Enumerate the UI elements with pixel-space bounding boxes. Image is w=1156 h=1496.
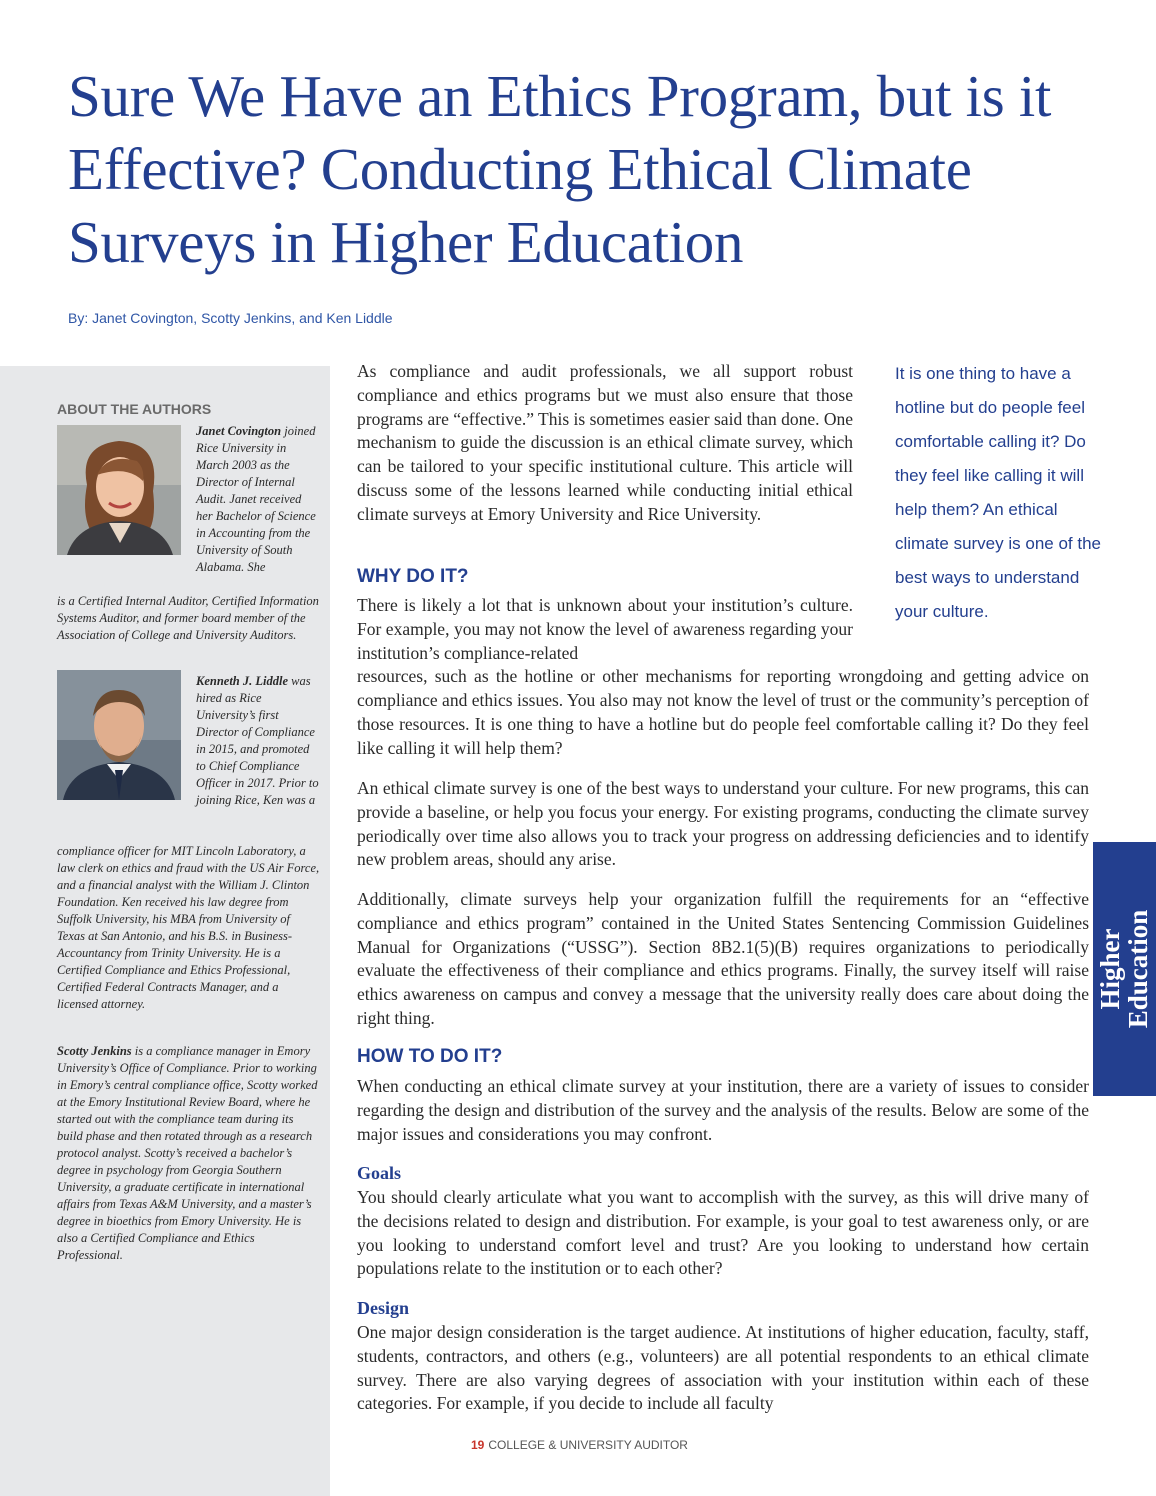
author-photo-janet-covington: [57, 425, 181, 555]
pull-quote: It is one thing to have a hotline but do people feel comfortable calling it? Do they feel like calling it will help them? An ethical climate survey is one of the best ways to understand your culture.: [895, 364, 1101, 621]
bio-text-janet-covington-a: joined Rice University in March 2003 as the Director of Internal Audit. Janet received her Bachelor of Science in Accounting from the University of South Alabama. She: [196, 424, 316, 574]
why-paragraph-1-narrow: There is likely a lot that is unknown about your institution’s culture. For example, you may not know the level of awareness regarding your institution’s compliance-related: [357, 595, 853, 663]
why-paragraph-2: An ethical climate survey is one of the best ways to understand your culture. For new programs, this can provide a baseline, or help you focus your energy. For existing programs, conducting the climate survey periodically over time also allows you to track your progress on addressing deficiencies and to identify new problem areas, should any arise.: [357, 778, 1089, 870]
bio-kenneth-liddle-top: [196, 673, 320, 809]
goals-paragraph: You should clearly articulate what you want to accomplish with the survey, as this will drive many of the decisions related to design and distribution. For example, is your goal to test awareness only, or are you looking to understand comfort level and trust? Are you looking to understand how certain populations relate to the institution or to each other?: [357, 1187, 1089, 1279]
design-paragraph: One major design consideration is the target audience. At institutions of higher education, faculty, staff, students, contractors, and others (e.g., volunteers) are all potential respondents to an ethical climate survey. There are also varying degrees of association with your institution within each of these categories. For example, if you decide to include all faculty: [357, 1322, 1089, 1414]
author-photo-kenneth-liddle: [57, 670, 181, 800]
page-number: 19: [471, 1438, 485, 1452]
section-tab-label: Higher Education: [1095, 909, 1153, 1029]
why-paragraph-1: [357, 594, 1089, 761]
bio-janet-covington-top: [196, 423, 320, 576]
byline: By: Janet Covington, Scotty Jenkins, and Ken Liddle: [68, 310, 393, 326]
how-heading: HOW TO DO IT?: [357, 1046, 503, 1067]
bio-janet-covington-bottom: [57, 593, 320, 644]
publication-name: COLLEGE & UNIVERSITY AUDITOR: [488, 1438, 688, 1452]
design-heading: Design: [357, 1298, 410, 1318]
bio-text-kenneth-liddle-a: was hired as Rice University’s first Director of Compliance in 2015, and promoted to Chief Compliance Officer in 2017. Prior to joining Rice, Ken was a: [196, 674, 319, 807]
bio-name-scotty-jenkins: Scotty Jenkins: [57, 1044, 132, 1058]
bio-kenneth-liddle-bottom: [57, 843, 320, 1013]
goals-heading: Goals: [357, 1163, 402, 1183]
about-authors-heading: ABOUT THE AUTHORS: [57, 401, 212, 417]
article-title: Sure We Have an Ethics Program, but is it Effective? Conducting Ethical Climate Surveys in Higher Education: [68, 63, 1052, 275]
intro-paragraph: As compliance and audit professionals, we all support robust compliance and ethics programs but we must also ensure that those programs are “effective.” This is sometimes easier said than done. One mechanism to guide the discussion is an ethical climate survey, which can be tailored to your specific institutional culture. This article will discuss some of the lessons learned while conducting initial ethical climate surveys at Emory University and Rice University.: [357, 361, 853, 524]
bio-text-janet-covington-b: is a Certified Internal Auditor, Certified Information Systems Auditor, and former board member of the Association of College and University Auditors.: [57, 594, 319, 642]
why-heading: WHY DO IT?: [357, 566, 469, 587]
bio-name-kenneth-liddle: Kenneth J. Liddle: [196, 674, 289, 688]
section-tab: [1093, 842, 1156, 1096]
bio-text-scotty-jenkins: is a compliance manager in Emory University’s Office of Compliance. Prior to working in Emory’s central compliance office, Scotty worked at the Emory Institutional Review Board, where he started out with the compliance team during its build phase and then rotated through as a research protocol analyst. Scotty’s received a bachelor’s degree in psychology from Georgia Southern University, a graduate certificate in international affairs from Texas A&M University, and a master’s degree in bioethics from Emory University. He is also a Certified Compliance and Ethics Professional.: [57, 1044, 318, 1262]
page-footer: [471, 1438, 688, 1452]
how-paragraph: When conducting an ethical climate survey at your institution, there are a variety of issues to consider regarding the design and distribution of the survey and the analysis of the results. Below are some of the major issues and considerations you may confront.: [357, 1076, 1089, 1144]
bio-text-kenneth-liddle-b: compliance officer for MIT Lincoln Laboratory, a law clerk on ethics and fraud with the US Air Force, and a financial analyst with the William J. Clinton Foundation. Ken received his law degree from Suffolk University, his MBA from University of Texas at San Antonio, and his B.S. in Business-Accountancy from Trinity University. He is a Certified Compliance and Ethics Professional, Certified Federal Contracts Manager, and a licensed attorney.: [57, 844, 320, 1011]
bio-scotty-jenkins: [57, 1043, 320, 1264]
bio-name-janet-covington: Janet Covington: [196, 424, 282, 438]
why-paragraph-3: Additionally, climate surveys help your organization fulfill the requirements for an “effective compliance and ethics program” contained in the United States Sentencing Commission Guidelines Manual for Organizations (“USSG”). Section 8B2.1(5)(B) requires organizations to periodically evaluate the effectiveness of their compliance and ethics programs. Finally, the survey itself will raise ethics awareness on campus and convey a message that the university really does care about doing the right thing.: [357, 889, 1089, 1028]
why-paragraph-1-wide: resources, such as the hotline or other mechanisms for reporting wrongdoing and getting advice on compliance and ethics issues. You also may not know the level of trust or the community’s perception of those resources. It is one thing to have a hotline but do people feel comfortable calling it? Do they feel like calling it will help them?: [357, 666, 1089, 758]
